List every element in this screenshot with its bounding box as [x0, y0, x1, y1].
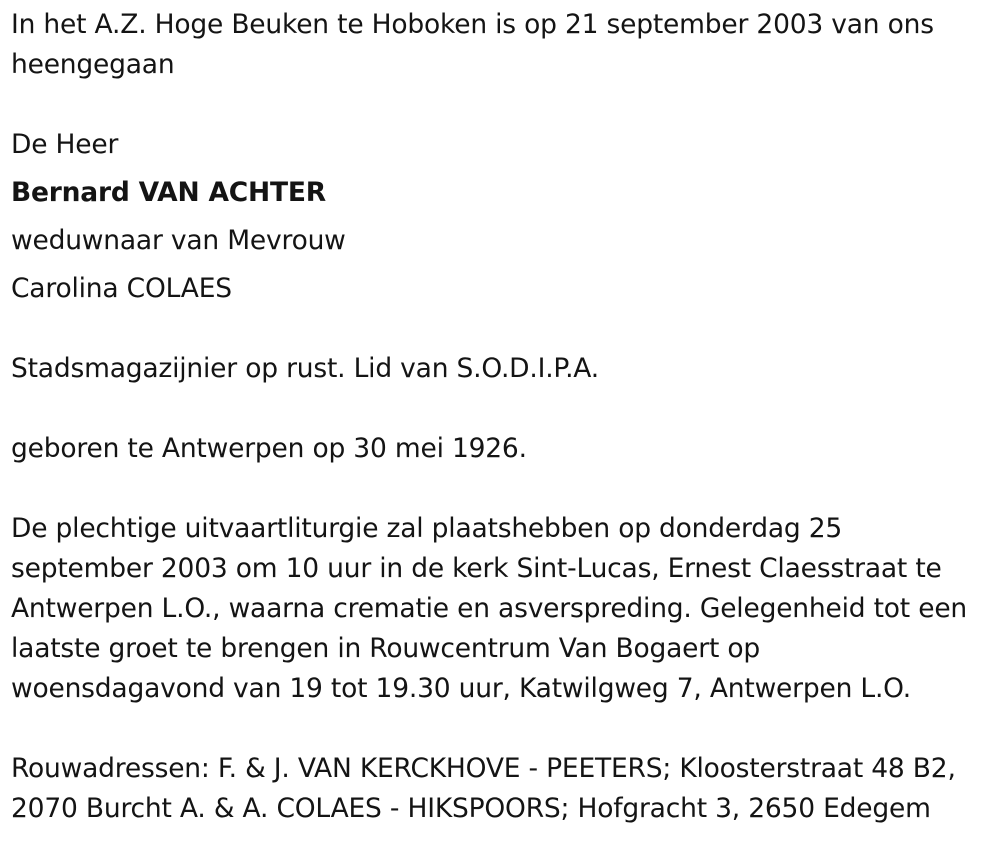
- occupation-text: Stadsmagazijnier op rust. Lid van S.O.D.I.P.A.: [11, 353, 599, 384]
- spouse-name: Carolina COLAES: [11, 273, 232, 304]
- spacer: [11, 85, 996, 125]
- service-text: De plechtige uitvaartliturgie zal plaatshebben op donderdag 25 september 2003 om 10 uur in de kerk Sint-Lucas, Ernest Claesstraat te Antwerpen L.O., waarna crematie en asverspreding. Gelegenheid tot een laatste groet te brengen in Rouwcentrum Van Bogaert op woensdagavond van 19 tot 19.30 uur, Katwilgweg 7, Antwerpen L.O.: [11, 513, 968, 704]
- salutation: De Heer: [11, 129, 119, 160]
- spacer: [11, 309, 996, 349]
- intro-text: In het A.Z. Hoge Beuken te Hoboken is op 21 september 2003 van ons heengegaan: [11, 9, 934, 80]
- spacer: [11, 709, 996, 749]
- death-notice: [11, 5, 996, 829]
- spacer: [11, 389, 996, 429]
- spacer: [11, 469, 996, 509]
- birth-text: geboren te Antwerpen op 30 mei 1926.: [11, 433, 527, 464]
- relation-text: weduwnaar van Mevrouw: [11, 225, 346, 256]
- addresses-text: Rouwadressen: F. & J. VAN KERCKHOVE - PEETERS; Kloosterstraat 48 B2, 2070 Burcht A. & A. COLAES - HIKSPOORS; Hofgracht 3, 2650 Edegem: [11, 753, 956, 824]
- deceased-name: Bernard VAN ACHTER: [11, 177, 326, 208]
